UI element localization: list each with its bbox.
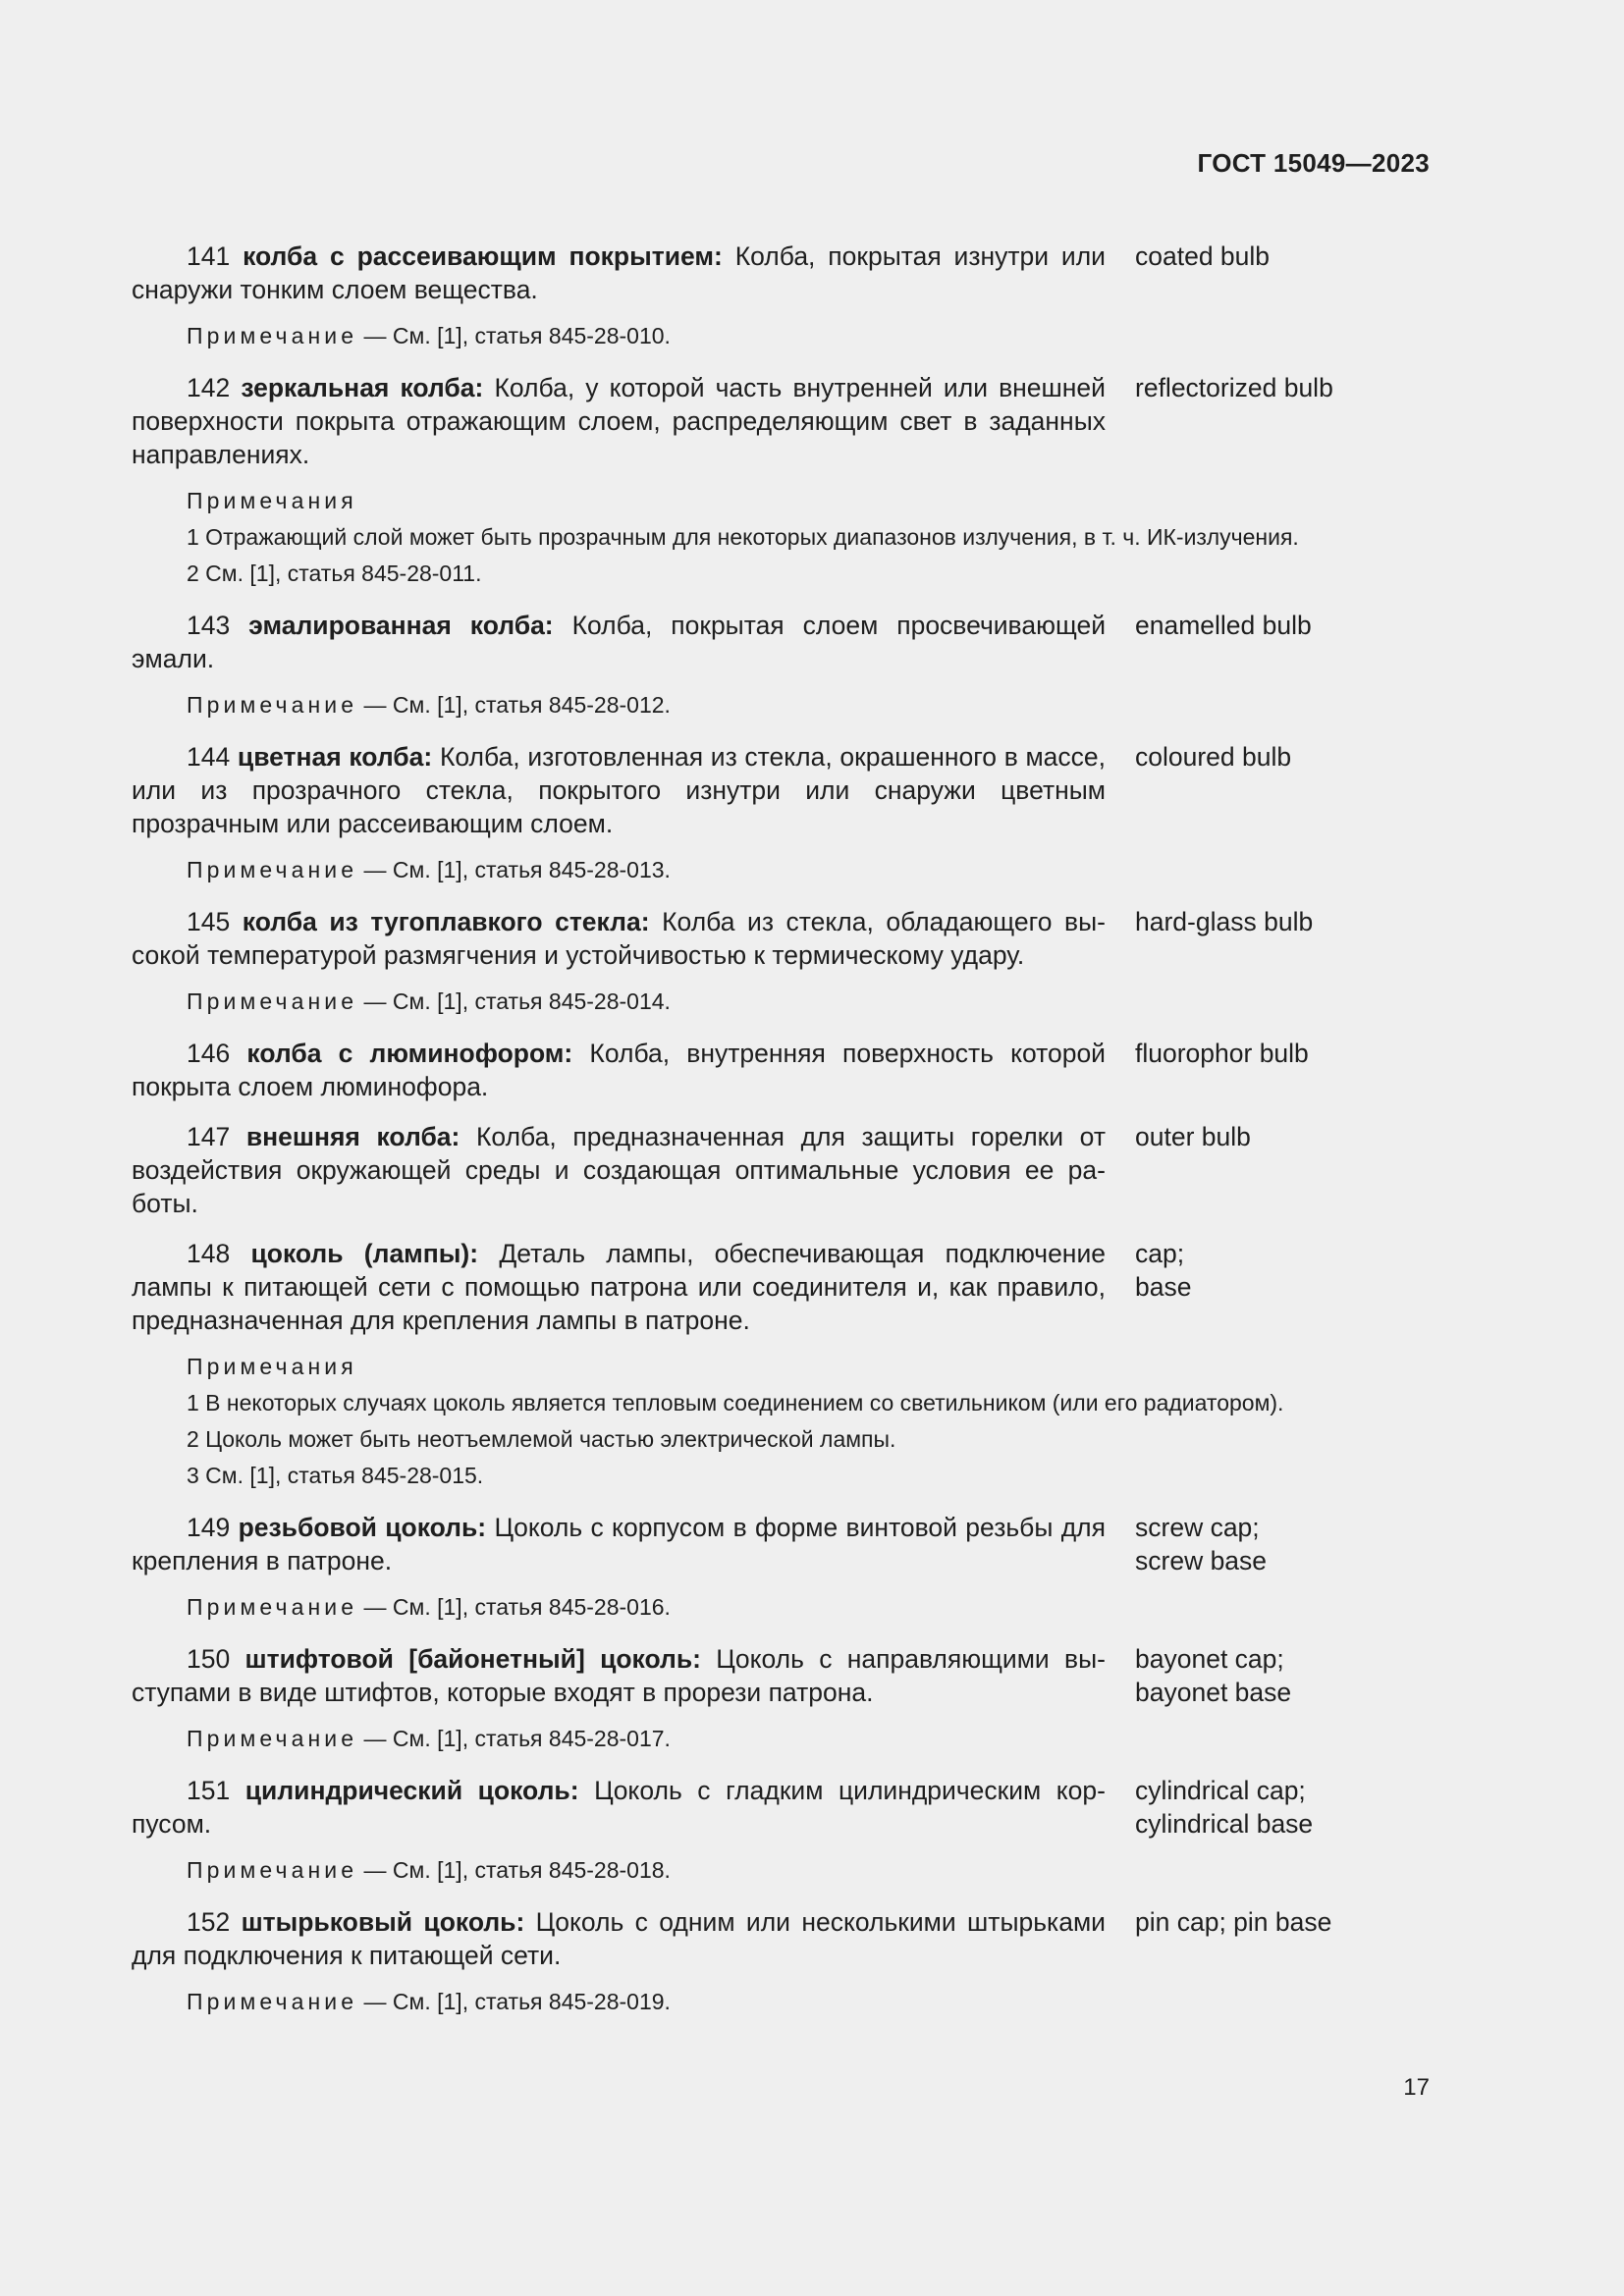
term-number: 146 bbox=[187, 1039, 231, 1068]
term-definition-text: Колба, покрытая слоем просвечивающей эмали. bbox=[132, 611, 1106, 673]
english-equivalent bbox=[1135, 609, 1430, 642]
term-number: 145 bbox=[187, 907, 231, 936]
term-entry bbox=[132, 371, 1430, 592]
term-definition bbox=[132, 1642, 1106, 1709]
term-name: внешняя колба: bbox=[245, 1122, 460, 1151]
term-name: колба с люминофором: bbox=[246, 1039, 573, 1068]
term-definition bbox=[132, 1511, 1106, 1577]
english-term: outer bulb bbox=[1135, 1122, 1251, 1151]
term-definition bbox=[132, 1905, 1106, 1972]
notes bbox=[132, 483, 1430, 592]
term-definition bbox=[132, 1120, 1106, 1220]
note-text: — См. [1], статья 845-28-019. bbox=[363, 1989, 671, 2014]
term-definition-text: Цоколь с одним или несколькими штырьками для подключения к питающей сети. bbox=[132, 1907, 1106, 1970]
term-number: 144 bbox=[187, 742, 231, 772]
notes-label: Примечания bbox=[187, 1354, 357, 1379]
term-entry bbox=[132, 1642, 1430, 1757]
term-definition bbox=[132, 1774, 1106, 1841]
note-label: Примечание bbox=[187, 1857, 358, 1883]
english-term: coated bulb bbox=[1135, 241, 1271, 271]
term-definition-text: Колба, предназначенная для защиты горелки от воздействия окружающей среды и создающая оптимальные условия ее работы. bbox=[132, 1122, 1106, 1218]
page-number: 17 bbox=[1403, 2074, 1430, 2101]
notes bbox=[132, 1349, 1430, 1494]
term-definition bbox=[132, 609, 1106, 675]
term-entry bbox=[132, 240, 1430, 354]
term-number: 141 bbox=[187, 241, 231, 271]
note-text: — См. [1], статья 845-28-017. bbox=[363, 1726, 671, 1751]
note-item: 2 См. [1], статья 845-28-011. bbox=[187, 561, 482, 586]
term-definition-text: Деталь лампы, обеспечивающая подключение лампы к питающей сети с помощью патрона или соединителя и, как правило, предназначенная для крепления лампы в патроне. bbox=[132, 1239, 1106, 1335]
term-name: зеркальная колба: bbox=[241, 373, 484, 402]
english-equivalent bbox=[1135, 740, 1430, 774]
term-entry bbox=[132, 1511, 1430, 1626]
note-text: — См. [1], статья 845-28-013. bbox=[363, 857, 671, 882]
note bbox=[132, 687, 1430, 723]
note-label: Примечание bbox=[187, 1989, 358, 2014]
english-term: pin cap; pin base bbox=[1135, 1907, 1332, 1937]
term-name: цоколь (лампы): bbox=[250, 1239, 479, 1268]
english-equivalent bbox=[1135, 1642, 1430, 1709]
term-definition bbox=[132, 1037, 1106, 1103]
english-term: hard-glass bulb bbox=[1135, 907, 1314, 936]
term-number: 142 bbox=[187, 373, 231, 402]
term-number: 148 bbox=[187, 1239, 231, 1268]
note-item: 3 См. [1], статья 845-28-015. bbox=[187, 1463, 484, 1488]
note-item: 1 Отражающий слой может быть прозрачным для некоторых диапазонов излучения, в т. ч. ИК-излучения. bbox=[187, 524, 1299, 550]
term-entry bbox=[132, 1037, 1430, 1103]
term-number: 150 bbox=[187, 1644, 231, 1674]
term-definition-text: Колба, покрытая изнутри или снаружи тонким слоем вещества. bbox=[132, 241, 1106, 304]
term-definition-text: Цоколь с корпусом в форме винтовой резьбы для крепления в патроне. bbox=[132, 1513, 1106, 1575]
term-definition bbox=[132, 905, 1106, 972]
term-name: цветная колба: bbox=[237, 742, 433, 772]
note-text: — См. [1], статья 845-28-012. bbox=[363, 692, 671, 718]
note-label: Примечание bbox=[187, 1594, 358, 1620]
note-label: Примечание bbox=[187, 1726, 358, 1751]
english-equivalent bbox=[1135, 1774, 1430, 1841]
term-definition bbox=[132, 371, 1106, 471]
term-entry bbox=[132, 905, 1430, 1020]
note bbox=[132, 984, 1430, 1020]
note-label: Примечание bbox=[187, 692, 358, 718]
term-definition-text: Колба из стекла, обладающего высокой температурой размягчения и устойчивостью к термическому удару. bbox=[132, 907, 1106, 970]
note-label: Примечание bbox=[187, 988, 358, 1014]
english-term: reflectorized bulb bbox=[1135, 373, 1333, 402]
term-name: колба с рассеивающим покрытием: bbox=[243, 241, 723, 271]
english-equivalent bbox=[1135, 1905, 1430, 1939]
english-term: base bbox=[1135, 1272, 1192, 1302]
note-label: Примечание bbox=[187, 323, 358, 348]
english-term: bayonet cap; bbox=[1135, 1644, 1284, 1674]
term-definition-text: Колба, изготовленная из стекла, окрашенного в массе, или из прозрачного стекла, покрытого изнутри или снаружи цветным прозрачным или рассеивающим слоем. bbox=[132, 742, 1107, 838]
english-term: screw cap; bbox=[1135, 1513, 1260, 1542]
term-definition bbox=[132, 740, 1106, 840]
note bbox=[132, 318, 1430, 354]
english-equivalent bbox=[1135, 1120, 1430, 1153]
english-term: enamelled bulb bbox=[1135, 611, 1312, 640]
english-term: bayonet base bbox=[1135, 1678, 1292, 1707]
term-name: колба из тугоплавкого стекла: bbox=[242, 907, 650, 936]
english-term: cylindrical cap; bbox=[1135, 1776, 1306, 1805]
note-item: 1 В некоторых случаях цоколь является тепловым соединением со светильником (или его радиатором). bbox=[187, 1390, 1284, 1415]
english-equivalent bbox=[1135, 1037, 1430, 1070]
term-entry bbox=[132, 740, 1430, 888]
note bbox=[132, 1984, 1430, 2020]
english-term: screw base bbox=[1135, 1546, 1268, 1575]
term-definition-text: Колба, у которой часть внутренней или внешней поверхности покрыта отражающим слоем, распределяющим свет в заданных направлениях. bbox=[132, 373, 1106, 469]
term-entry bbox=[132, 1774, 1430, 1889]
term-number: 152 bbox=[187, 1907, 231, 1937]
english-term: cylindrical base bbox=[1135, 1809, 1314, 1839]
term-entry bbox=[132, 1120, 1430, 1220]
note-text: — См. [1], статья 845-28-014. bbox=[363, 988, 671, 1014]
term-number: 143 bbox=[187, 611, 231, 640]
term-name: штифтовой [байонетный] цоколь: bbox=[244, 1644, 701, 1674]
english-term: fluorophor bulb bbox=[1135, 1039, 1309, 1068]
note bbox=[132, 1852, 1430, 1889]
term-definition bbox=[132, 240, 1106, 306]
term-definition bbox=[132, 1237, 1106, 1337]
term-definition-text: Цоколь с гладким цилиндрическим корпусом. bbox=[132, 1776, 1106, 1839]
english-equivalent bbox=[1135, 1511, 1430, 1577]
term-entry bbox=[132, 1237, 1430, 1494]
term-entries bbox=[132, 240, 1430, 2020]
note-text: — См. [1], статья 845-28-010. bbox=[363, 323, 671, 348]
english-equivalent bbox=[1135, 371, 1430, 404]
term-definition-text: Колба, внутренняя поверхность которой покрыта слоем люминофора. bbox=[132, 1039, 1106, 1101]
english-equivalent bbox=[1135, 1237, 1430, 1304]
note bbox=[132, 852, 1430, 888]
english-equivalent bbox=[1135, 905, 1430, 938]
term-definition-text: Цоколь с направляющими выступами в виде штифтов, которые входят в прорези патрона. bbox=[132, 1644, 1106, 1707]
note-text: — См. [1], статья 845-28-018. bbox=[363, 1857, 671, 1883]
term-number: 149 bbox=[187, 1513, 231, 1542]
note bbox=[132, 1589, 1430, 1626]
term-entry bbox=[132, 609, 1430, 723]
english-term: cap; bbox=[1135, 1239, 1185, 1268]
english-term: coloured bulb bbox=[1135, 742, 1292, 772]
term-name: штырьковый цоколь: bbox=[241, 1907, 525, 1937]
term-number: 151 bbox=[187, 1776, 231, 1805]
notes-label: Примечания bbox=[187, 488, 357, 513]
term-name: резьбовой цоколь: bbox=[238, 1513, 487, 1542]
note bbox=[132, 1721, 1430, 1757]
note-item: 2 Цоколь может быть неотъемлемой частью электрической лампы. bbox=[187, 1426, 896, 1452]
term-name: цилиндрический цоколь: bbox=[244, 1776, 579, 1805]
term-name: эмалированная колба: bbox=[248, 611, 554, 640]
note-text: — См. [1], статья 845-28-016. bbox=[363, 1594, 671, 1620]
term-entry bbox=[132, 1905, 1430, 2020]
document-header: ГОСТ 15049—2023 bbox=[1197, 148, 1430, 178]
term-number: 147 bbox=[187, 1122, 231, 1151]
english-equivalent bbox=[1135, 240, 1430, 273]
note-label: Примечание bbox=[187, 857, 358, 882]
